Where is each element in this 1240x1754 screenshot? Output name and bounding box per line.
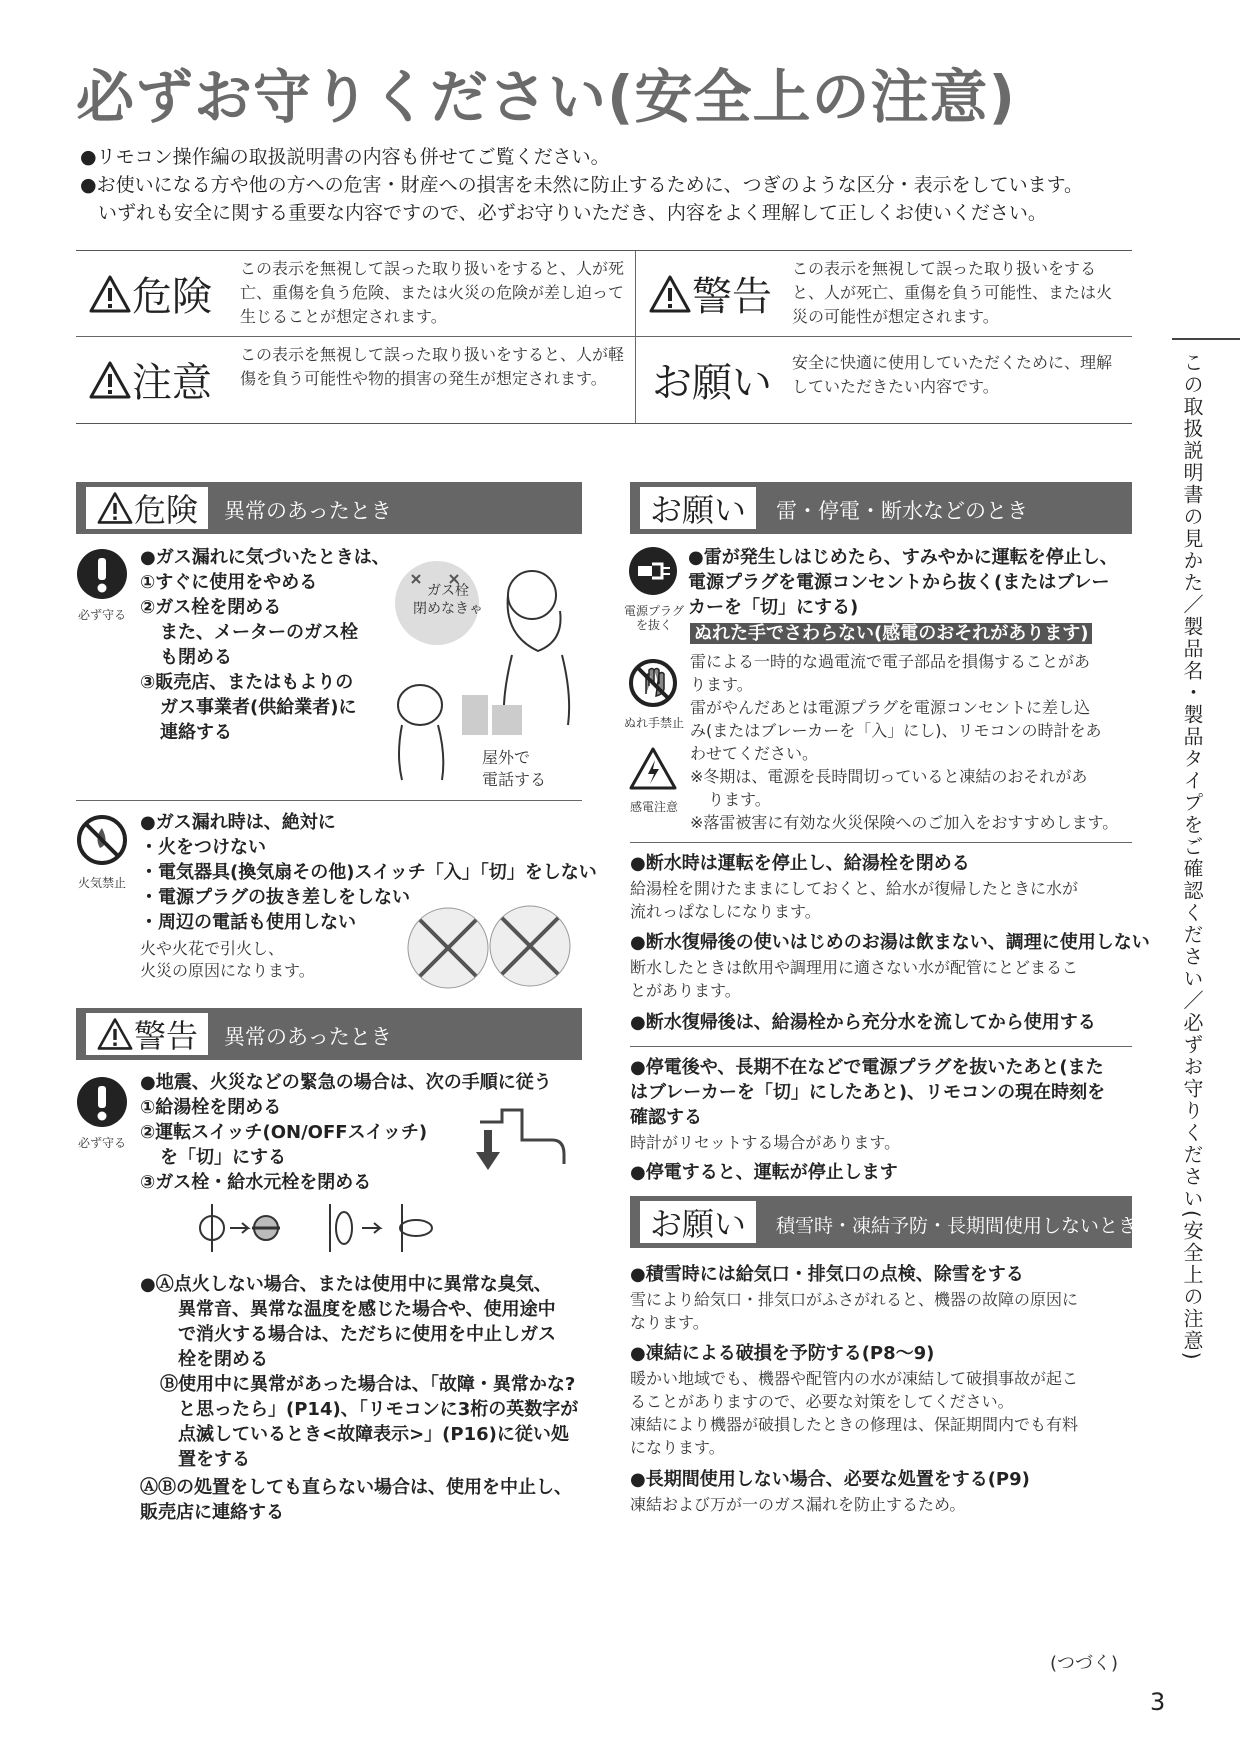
thunder-note: 雷がやんだあとは電源プラグを電源コンセントに差し込 bbox=[690, 698, 1091, 717]
icon-label: 必ず守る bbox=[77, 1136, 126, 1150]
warning-triangle-icon bbox=[648, 274, 692, 314]
abnormal-line: 点滅しているとき<故障表示>」(P16)に従い処 bbox=[178, 1424, 569, 1445]
legend-danger-label: 危険 bbox=[132, 274, 212, 320]
abnormal-line: 販売店に連絡する bbox=[140, 1502, 284, 1523]
warning-triangle-icon bbox=[96, 491, 134, 525]
signal-word-legend bbox=[76, 250, 1132, 424]
fire-line: ●ガス漏れ時は、絶対に bbox=[140, 812, 336, 833]
request-item-head: ●断水復帰後は、給湯栓から充分水を流してから使用する bbox=[630, 1012, 1096, 1033]
gas-line: ●ガス漏れに気づいたときは、 bbox=[140, 547, 390, 568]
legend-caution-text: この表示を無視して誤った取り扱いをすると、人が軽傷を負う可能性や物的損害の発生が想定されます。 bbox=[240, 345, 625, 388]
thunder-note: ります。 bbox=[690, 675, 753, 694]
legend-request bbox=[636, 337, 1192, 421]
abnormal-line: 栓を閉める bbox=[178, 1349, 268, 1370]
abnormal-line: で消火する場合は、ただちに使用を中止しガス bbox=[178, 1324, 556, 1345]
icon-label: 必ず守る bbox=[77, 608, 126, 622]
gas-line: 連絡する bbox=[160, 722, 232, 743]
request-item-note: 雪により給気口・排気口がふさがれると、機器の故障の原因に bbox=[630, 1290, 1079, 1309]
section-title: 雷・停電・断水などのとき bbox=[776, 499, 1028, 523]
section-badge: お願い bbox=[650, 491, 747, 529]
warning-triangle-icon bbox=[88, 360, 132, 400]
warning-triangle-icon bbox=[96, 1017, 134, 1051]
section-badge: 警告 bbox=[134, 1017, 199, 1055]
gas-line: また、メーターのガス栓 bbox=[160, 622, 358, 643]
no-wet-hands-icon bbox=[628, 658, 678, 708]
request-item-note: 流れっぱなしになります。 bbox=[630, 902, 821, 921]
gas-line: ①すぐに使用をやめる bbox=[140, 572, 318, 593]
highlight-warning: ぬれた手でさわらない(感電のおそれがあります) bbox=[690, 623, 1092, 644]
gas-line: ガス事業者(供給業者)に bbox=[160, 697, 357, 718]
continued-label: (つづく) bbox=[1050, 1653, 1119, 1674]
legend-warning-text: この表示を無視して誤った取り扱いをすると、人が死亡、重傷を負う可能性、または火災の可能性が想定されます。 bbox=[792, 259, 1113, 326]
gas-line: も閉める bbox=[160, 647, 232, 668]
intro-line-2: ●お使いになる方や他の方への危害・財産への損害を未然に防止するために、つぎのような区分・表示をしています。 bbox=[80, 174, 1084, 196]
section-header-warning bbox=[76, 1008, 582, 1060]
thunder-note: み(またはブレーカーを「入」にし)、リモコンの時計をあ bbox=[690, 721, 1102, 740]
fire-line: ・電気器具(換気扇その他)スイッチ「入」「切」をしない bbox=[140, 862, 597, 883]
bubble-text: 閉めなきゃ bbox=[413, 601, 483, 617]
electric-shock-icon bbox=[628, 746, 678, 792]
request-item-note: 凍結および万が一のガス漏れを防止するため。 bbox=[630, 1495, 966, 1514]
fire-line: ・周辺の電話も使用しない bbox=[140, 912, 356, 933]
fire-line: ・火をつけない bbox=[140, 837, 266, 858]
request-item-note: 凍結により機器が破損したときの修理は、保証期間内でも有料 bbox=[630, 1415, 1079, 1434]
abnormal-line: 異常音、異常な温度を感じた場合や、使用途中 bbox=[178, 1299, 556, 1320]
request-item-note: 時計がリセットする場合があります。 bbox=[630, 1133, 901, 1152]
icon-label: を抜く bbox=[635, 618, 672, 632]
request-item-head: ●断水復帰後の使いはじめのお湯は飲まない、調理に使用しない bbox=[630, 932, 1150, 953]
request-item-note: なります。 bbox=[630, 1313, 709, 1332]
outdoor-caption: 屋外で bbox=[482, 748, 531, 767]
section-header-danger bbox=[76, 482, 582, 534]
request-item-head-line: はブレーカーを「切」にしたあと)、リモコンの現在時刻を bbox=[630, 1082, 1106, 1103]
request-item-note: とがあります。 bbox=[630, 981, 741, 1000]
icon-label: 電源プラグ bbox=[623, 604, 684, 618]
quake-line: ●地震、火災などの緊急の場合は、次の手順に従う bbox=[140, 1072, 552, 1093]
request-item-note: ることがありますので、必要な対策をしてください。 bbox=[630, 1392, 1014, 1411]
intro-line-1: ●リモコン操作編の取扱説明書の内容も併せてご覧ください。 bbox=[80, 146, 610, 168]
thunder-line: カーを「切」にする) bbox=[688, 597, 859, 618]
request-item-head: ●停電すると、運転が停止します bbox=[630, 1162, 898, 1183]
intro-line-3: いずれも安全に関する重要な内容ですので、必ずお守りいただき、内容をよく理解して正しくお使いください。 bbox=[98, 202, 1047, 224]
legend-request-label: お願い bbox=[652, 360, 772, 406]
page-number: 3 bbox=[1150, 1688, 1166, 1716]
icon-label: 感電注意 bbox=[629, 800, 678, 814]
fire-line: ・電源プラグの抜き差しをしない bbox=[140, 887, 410, 908]
faucet-illustration bbox=[470, 1100, 580, 1180]
request-item-note: になります。 bbox=[630, 1438, 725, 1457]
legend-request-text: 安全に快適に使用していただくために、理解していただきたい内容です。 bbox=[792, 353, 1113, 396]
abnormal-line: ●Ⓐ点火しない場合、または使用中に異常な臭気、 bbox=[140, 1274, 552, 1295]
section-header-request-2 bbox=[630, 1196, 1138, 1248]
thunder-note: わせてください。 bbox=[690, 744, 819, 763]
section-title: 積雪時・凍結予防・長期間使用しないとき bbox=[776, 1215, 1138, 1237]
gas-line: ③販売店、またはもよりの bbox=[140, 672, 354, 693]
valve-closing-illustration bbox=[190, 1200, 460, 1256]
abnormal-line: 置をする bbox=[178, 1449, 250, 1470]
section-title: 異常のあったとき bbox=[224, 499, 392, 523]
thunder-note: ※落雷被害に有効な火災保険へのご加入をおすすめします。 bbox=[690, 813, 1119, 832]
unplug-icon bbox=[628, 546, 678, 596]
request-item-note: 給湯栓を開けたままにしておくと、給水が復帰したときに水が bbox=[630, 879, 1079, 898]
no-spark-illustration bbox=[400, 900, 580, 992]
request-item-head: ●凍結による破損を予防する(P8〜9) bbox=[630, 1343, 935, 1364]
no-fire-icon bbox=[76, 814, 128, 866]
bubble-text: ガス栓 bbox=[427, 583, 469, 599]
thunder-line: 電源プラグを電源コンセントから抜く(またはブレー bbox=[688, 572, 1110, 593]
legend-caution bbox=[76, 337, 632, 421]
quake-line: を「切」にする bbox=[160, 1147, 286, 1168]
section-title: 異常のあったとき bbox=[224, 1025, 392, 1049]
request-item-note: 断水したときは飲用や調理用に適さない水が配管にとどまるこ bbox=[630, 958, 1079, 977]
request-item-head: ●長期間使用しない場合、必要な処置をする(P9) bbox=[630, 1469, 1030, 1490]
request-item-note: 暖かい地域でも、機器や配管内の水が凍結して破損事故が起こ bbox=[630, 1369, 1079, 1388]
fire-note: 火や火花で引火し、 bbox=[140, 939, 285, 958]
fire-note: 火災の原因になります。 bbox=[140, 961, 315, 980]
request-item-head: ●積雪時には給気口・排気口の点検、除雪をする bbox=[630, 1264, 1024, 1285]
thunder-note: ります。 bbox=[708, 790, 771, 809]
request-item-head: ●断水時は運転を停止し、給湯栓を閉める bbox=[630, 853, 970, 874]
request-item-head-line: ●停電後や、長期不在などで電源プラグを抜いたあと(また bbox=[630, 1057, 1104, 1078]
warning-triangle-icon bbox=[88, 274, 132, 314]
abnormal-line: と思ったら」(P14)、「リモコンに3桁の英数字が bbox=[178, 1399, 579, 1420]
legend-danger-text: この表示を無視して誤った取り扱いをすると、人が死亡、重傷を負う危険、または火災の危険が差し迫って生じることが想定されます。 bbox=[240, 259, 625, 326]
legend-danger bbox=[76, 251, 632, 335]
thunder-note: 雷による一時的な過電流で電子部品を損傷することがあ bbox=[690, 652, 1091, 671]
gas-line: ②ガス栓を閉める bbox=[140, 597, 282, 618]
quake-line: ③ガス栓・給水元栓を閉める bbox=[140, 1172, 372, 1193]
legend-warning bbox=[636, 251, 1192, 335]
abnormal-line: Ⓑ使用中に異常があった場合は、「故障・異常かな? bbox=[160, 1374, 576, 1395]
request-item-head-line: 確認する bbox=[630, 1107, 702, 1128]
mandatory-icon bbox=[76, 548, 128, 600]
legend-caution-label: 注意 bbox=[132, 360, 212, 406]
section-badge: お願い bbox=[650, 1205, 747, 1243]
thunder-line: ●雷が発生しはじめたら、すみやかに運転を停止し、 bbox=[688, 547, 1118, 568]
section-header-request bbox=[630, 482, 1132, 534]
page-title: 必ずお守りください(安全上の注意) bbox=[76, 63, 1017, 131]
legend-warning-label: 警告 bbox=[692, 274, 772, 320]
quake-line: ②運転スイッチ(ON/OFFスイッチ) bbox=[140, 1122, 428, 1143]
abnormal-line: ⒶⒷの処置をしても直らない場合は、使用を中止し、 bbox=[140, 1477, 572, 1498]
icon-label: ぬれ手禁止 bbox=[623, 716, 684, 730]
quake-line: ①給湯栓を閉める bbox=[140, 1097, 282, 1118]
thunder-note: ※冬期は、電源を長時間切っていると凍結のおそれがあ bbox=[690, 767, 1088, 786]
side-chapter-index: この取扱説明書の見かた／製品名・製品タイプをご確認ください／必ずお守りください(安全上の注意) bbox=[1180, 352, 1204, 1362]
outdoor-caption: 電話する bbox=[482, 770, 547, 789]
section-badge: 危険 bbox=[134, 491, 199, 529]
icon-label: 火気禁止 bbox=[77, 876, 126, 890]
mandatory-icon bbox=[76, 1076, 128, 1128]
